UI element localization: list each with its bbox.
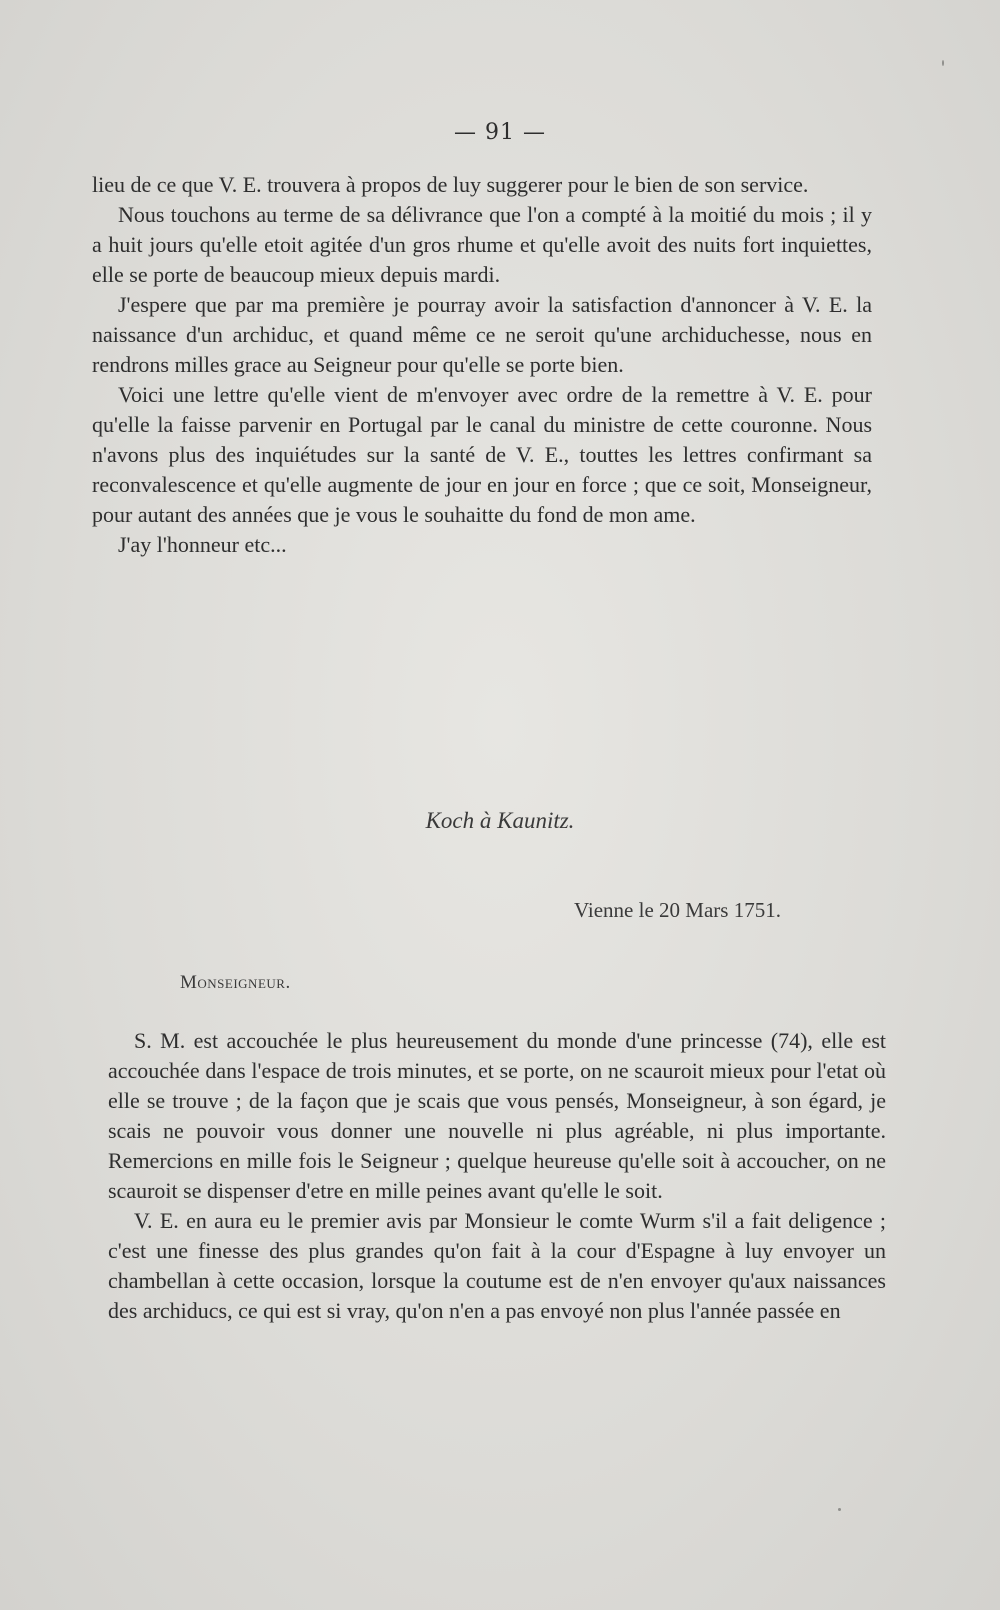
paragraph: J'espere que par ma première je pourray avoir la satisfaction d'annoncer à V. E. la naissance d'un archiduc, et quand même ce ne seroit qu'une archiduchesse, nous en rendrons milles grace au Seigneur pour qu'elle se porte bien. bbox=[92, 292, 872, 377]
paragraph: S. M. est accouchée le plus heureusement du monde d'une princesse (74), elle est accouchée dans l'espace de trois minutes, et se porte, on ne scauroit mieux pour l'etat où elle se trouve ; de la façon que je scais que vous pensés, Monseigneur, à son égard, je scais ne pouvoir vous donner une nouvelle ni plus agréable, ni plus importante. Remercions en mille fois le Seigneur ; quelque heureuse qu'elle soit à accoucher, on ne scauroit se dispenser d'etre en mille peines avant qu'elle le soit. bbox=[108, 1028, 886, 1203]
letter-body-second bbox=[108, 1026, 886, 1326]
paragraph: lieu de ce que V. E. trouvera à propos de luy suggerer pour le bien de son service. bbox=[92, 172, 809, 197]
paragraph: Voici une lettre qu'elle vient de m'envoyer avec ordre de la remettre à V. E. pour qu'elle la faisse parvenir en Portugal par le canal du ministre de cette couronne. Nous n'avons plus des inquiétudes sur la santé de V. E., touttes les lettres confirmant sa reconvalescence et qu'elle augmente de jour en jour en force ; que ce soit, Monseigneur, pour autant des années que je vous le souhaitte du fond de mon ame. bbox=[92, 382, 872, 527]
closing-line: J'ay l'honneur etc... bbox=[118, 532, 287, 557]
letter-heading: Koch à Kaunitz. bbox=[425, 808, 575, 833]
paragraph: V. E. en aura eu le premier avis par Monsieur le comte Wurm s'il a fait deligence ; c'est une finesse des plus grandes qu'on fait à la cour d'Espagne à luy envoyer un chambellan à cette occasion, lorsque la coutume est de n'en envoyer qu'aux naissances des archiducs, ce qui est si vray, qu'on n'en a pas envoyé non plus l'année passée en bbox=[108, 1208, 886, 1323]
paper-speck bbox=[942, 60, 944, 66]
salutation: Monseigneur. bbox=[180, 972, 291, 993]
paragraph: Nous touchons au terme de sa délivrance que l'on a compté à la moitié du mois ; il y a huit jours qu'elle etoit agitée d'un gros rhume et qu'elle avoit des nuits fort inquiettes, elle se porte de beaucoup mieux depuis mardi. bbox=[92, 202, 872, 287]
letter-body-first bbox=[92, 170, 872, 560]
paper-speck bbox=[838, 1508, 841, 1511]
page-number: — 91 — bbox=[454, 120, 546, 145]
dateline: Vienne le 20 Mars 1751. bbox=[574, 898, 781, 922]
